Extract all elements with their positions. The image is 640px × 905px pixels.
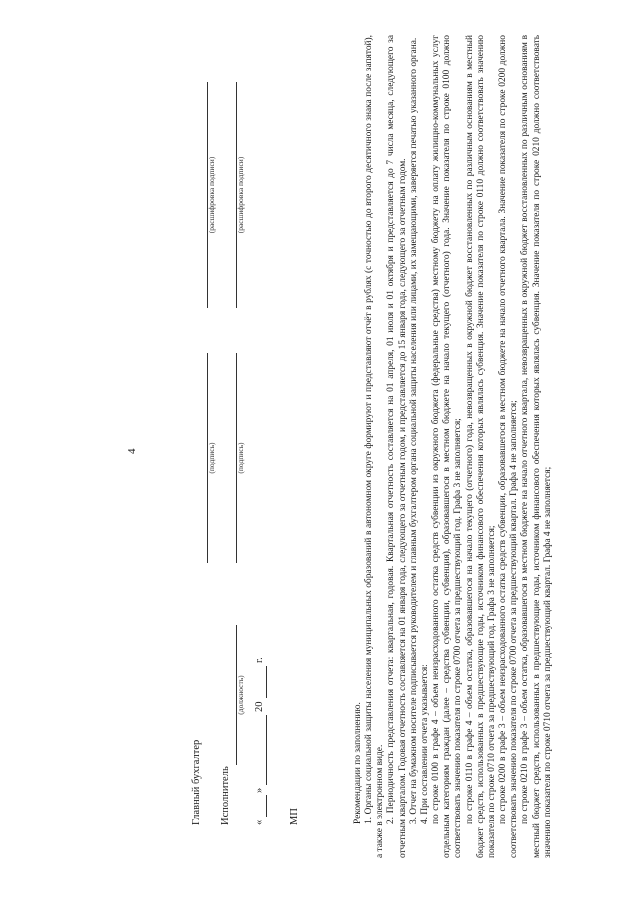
decoding-caption: (расшифровка подписи) [207,156,216,234]
position-caption: (должность) [236,675,245,715]
decoding-caption: (расшифровка подписи) [236,156,245,234]
recommendation-paragraph: по строке 0110 в графе 4 – объем остатка, образовавшегося на начало текущего (отчетного) года, невозвращенных в окружной бюджет восстановленных по различным основаниям в местный бюджет средств, использованных в предшествующие годы, источником финансового обеспечения которых являлась субвенция. Значение показателя по строке 0110 должно соответствовать значению показателя по строке 0710 отчета за предшествующий год. Графа 3 не заполняется; [464,35,497,858]
recommendation-paragraph: 1. Органы социальной защиты населения муниципальных образований в автономном округе формируют и представляют отчёт в рублях (с точностью до второго десятичного знака после запятой), а также в электронном виде. [364,35,386,858]
date-year-line [266,666,267,698]
date-close-quote: » [254,787,265,793]
executor-label: Исполнитель [220,766,231,825]
recommendation-paragraph: 4. При составлении отчета указывается: [419,664,430,824]
stamp-label: МП [289,808,300,825]
recommendation-paragraph: по строке 0100 в графе 4 – объем неизрасходованного остатка средств субвенции из окружного бюджета (федеральные средства) местному бюджету на оплату жилищно-коммунальных услуг отдельным категориям граждан (далее – средства субвенции, субвенция), образовавшегося в местном бюджете на начало текущего (отчетного) года. Значение показателя по строке 0100 должно соответствовать значению показателя по строке 0700 отчета за предшествующий год. Графа 3 не заполняется; [431,35,464,858]
page-number: 4 [126,448,138,454]
date-year-prefix: 20 [254,701,265,712]
signature-caption: (подпись) [236,442,245,474]
chief-accountant-label: Главный бухгалтер [191,739,202,825]
recommendation-paragraph: по строке 0200 в графе 3 – объем неизрасходованного остатка средств субвенции, образовавшегося в местном бюджете на начало отчетного квартала. Значение показателя по строке 0200 должно соответствовать значению показателя по строке 0700 отчета за предшествующий квартал. Графа 4 не заполняется; [498,35,520,858]
date-open-quote: « [254,819,265,825]
recommendation-paragraph: 3. Отчет на бумажном носителе подписывается руководителем и главным бухгалтером органа социальной защиты населения или лицами, их замещающими, заверяется печатью указанного органа. [408,37,419,824]
date-day-line [266,795,267,817]
signature-caption: (подпись) [207,442,216,474]
date-year-suffix: г. [254,657,265,663]
recommendation-paragraph: 2. Периодичность представления отчета: квартальная, годовая. Квартальная отчетность составляется на 01 апреля, 01 июля и 01 октября и представляется до 7 числа месяца, следующего за отчетным кварталом. Годовая отчетность составляется на 01 января года, следующего за отчетным годом, и представляется до 15 января года, следующего за отчетным годом. [386,35,408,858]
date-month-line [266,715,267,785]
recommendations-section [353,35,554,858]
recommendations-title: Рекомендации по заполнению. [353,702,363,824]
recommendation-paragraph: по строке 0210 в графе 3 – объем остатка, образовавшегося в местном бюджете на начало отчетного квартала, невозвращенных в окружной бюджет восстановленных по различным основаниям в местный бюджет средств, использованных в предшествующие годы, источником финансового обеспечения которых являлась субвенция. Значение показателя по строке 0210 должно соответствовать значению показателя по строке 0710 отчета за предшествующий квартал. Графа 4 не заполняется; [520,35,553,858]
